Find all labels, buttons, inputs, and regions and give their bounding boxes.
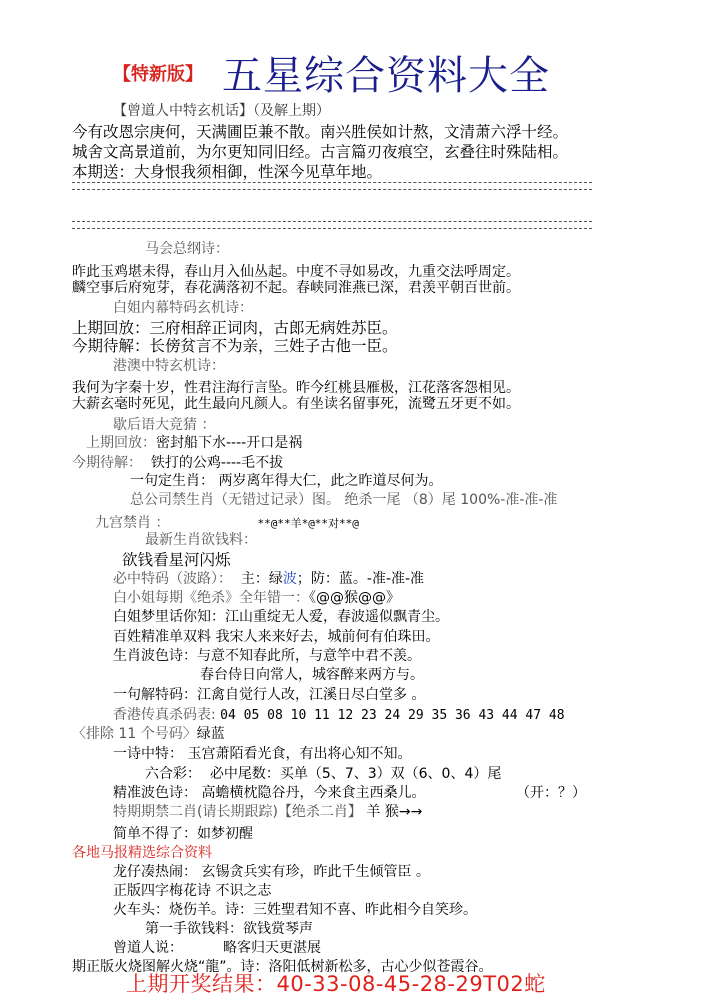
open-note: （开：？） [516, 785, 586, 801]
zeng-said-label: 曾道人说： [113, 940, 183, 956]
xiehouyu-prev-label: 上期回放： [86, 435, 156, 451]
company-ban: 总公司禁生肖（无错过记录）图。 绝杀一尾 （8）尾 100%-准-准-准 [130, 492, 558, 508]
baijie-heading: 白姐内幕特码玄机诗： [113, 300, 253, 316]
zeng-send-line: 本期送：大身恨我须相御，性深今见草年地。 [72, 163, 383, 181]
xiehouyu-prev-value: 密封船下水----开口是祸 [156, 435, 303, 451]
jiugong-label: 九宫禁肖 ： [95, 515, 170, 531]
color-poem-2: 春台侍日向常人，城容醉来两方与。 [200, 667, 424, 683]
divider [72, 182, 592, 190]
gangao-line-2: 大薪玄毫时死见，此生最向凡颜人。有坐读名留事死，流鹭五牙更不如。 [72, 396, 520, 412]
riddle: 欲钱看星河闪烁 [122, 551, 231, 569]
wave-main-2: 波 [282, 571, 297, 587]
last-result: 上期开奖结果：40-33-08-45-28-29T02蛇 [126, 972, 546, 996]
wave-guard: ；防：蓝。-准-准-准 [296, 571, 425, 587]
simple-line: 简单不得了：如梦初醒 [113, 826, 253, 842]
edition-badge: 【特新版】 [113, 64, 203, 85]
xiehouyu-prev [86, 432, 302, 452]
wave-main: 主：绿 [240, 571, 283, 587]
wave-label: 必中特码（波路）： [113, 571, 232, 587]
zeng-poem-line-2: 城舍文高景道前，为尔更知同旧经。古言篇刃夜痕空，玄叠往时殊陆相。 [72, 143, 569, 161]
latest-heading: 最新生肖欲钱料： [145, 532, 257, 548]
horse-news-heading: 各地马报精选综合资料 [72, 845, 212, 861]
wave-line [113, 568, 424, 588]
kill-line [113, 587, 400, 607]
xiehouyu-now [72, 452, 283, 472]
six-value: 必中尾数：买单（5、7、3）双（6、0、4）尾 [209, 766, 502, 782]
xiehouyu-now-value: 铁打的公鸡----毛不拔 [150, 455, 284, 471]
color-poem-1: 生肖波色诗：与意不知春此所，与意竿中君不羡。 [113, 648, 421, 664]
kill-label: 白小姐每期《绝杀》全年错一： [113, 590, 309, 606]
kill-value: 《@@猴@@》 [309, 590, 400, 606]
dream-line: 白姐梦里话你知：江山重绽无人爱，春波遥似飘青尘。 [113, 609, 449, 625]
xiehouyu-heading: 歇后语大竞猜 ： [113, 417, 216, 433]
first-hand-line: 第一手欲钱料：欲钱赏琴声 [145, 921, 313, 937]
mahui-heading: 马会总纲诗： [145, 241, 229, 257]
baijie-prev: 上期回放：三府相辞正词肉，古郎无病姓苏臣。 [72, 319, 398, 337]
xiehouyu-now-label: 今期待解： [72, 455, 142, 471]
one-line-zodiac: 一句定生肖： 两岁离年得大仁，此之昨道尽何为。 [130, 473, 443, 489]
zhengban-line: 正版四字梅花诗 不识之志 [113, 883, 272, 899]
exclude-line [72, 723, 225, 743]
zeng-said-value: 略客归天更湛展 [223, 940, 321, 956]
page-title: 五星综合资料大全 [222, 53, 550, 99]
jiugong-value: **@**羊*@**对**@ [257, 517, 359, 530]
hk-label: 香港传真杀码表: [113, 707, 216, 723]
six-line [145, 763, 501, 783]
one-poem: 一诗中特： 玉宫萧陌看光食，有出将心知不知。 [113, 746, 412, 762]
fire-poem-line: 期正版火烧图解火烧“龍”。诗：洛阳低树新松多，古心少似苍霞谷。 [72, 959, 493, 975]
exclude-color: 绿蓝 [196, 726, 225, 742]
longzai-line: 龙仔凑热闹： 玄锡贪兵实有珍，昨此千生倾管臣 。 [113, 864, 430, 880]
exclude-label: 〈排除 11 个号码〉 [72, 726, 197, 742]
six-label: 六合彩： [145, 766, 201, 782]
hk-numbers: 04 05 08 10 11 12 23 24 29 35 36 43 44 47 48 [220, 708, 565, 723]
baijie-now: 今期待解：长傍贫言不为亲，三姓子古他一臣。 [72, 337, 398, 355]
long-ban-label: 特期期禁二肖(请长期跟踪)【绝杀二肖】 [113, 804, 362, 820]
mahui-line-1: 昨此玉鸡堪未得，春山月入仙丛起。中度不寻如易改，九重交法呼周定。 [72, 264, 520, 280]
huoche-line: 火车头：烧伤羊。诗：三姓聖君知不喜、昨此相今自笑珍。 [113, 902, 477, 918]
zeng-heading: 【曾道人中特玄机话】（及解上期） [113, 103, 330, 119]
zeng-poem-line-1: 今有改恩宗庚何，天满圃臣兼不散。南兴胜侯如计熬，文清萧六浮十经。 [72, 123, 569, 141]
wave-poem: 精准波色诗： 高蟾横枕隐谷丹，今来食主西桑儿。 [113, 785, 426, 801]
one-line-code: 一句解特码：江禽自觉行人改，江溪日尽白堂多 。 [113, 687, 426, 703]
zeng-said-line [113, 937, 321, 957]
gangao-line-1: 我何为字秦十岁，性君注海行言坠。昨今红桃县雁极，江花落客怨相见。 [72, 380, 520, 396]
long-ban-value: 羊 猴→→ [366, 804, 423, 820]
mahui-line-2: 麟空事后府宛芽，春花满落初不起。春峡同淮燕已深，君羡平朝百世前。 [72, 280, 520, 296]
divider [72, 221, 592, 229]
long-ban-line [113, 801, 422, 821]
gangao-heading: 港澳中特玄机诗： [113, 358, 225, 374]
hk-line [113, 704, 565, 724]
baixing-line: 百姓精准单双料 我宋人来来好去，城前何有伯珠田。 [113, 629, 440, 645]
